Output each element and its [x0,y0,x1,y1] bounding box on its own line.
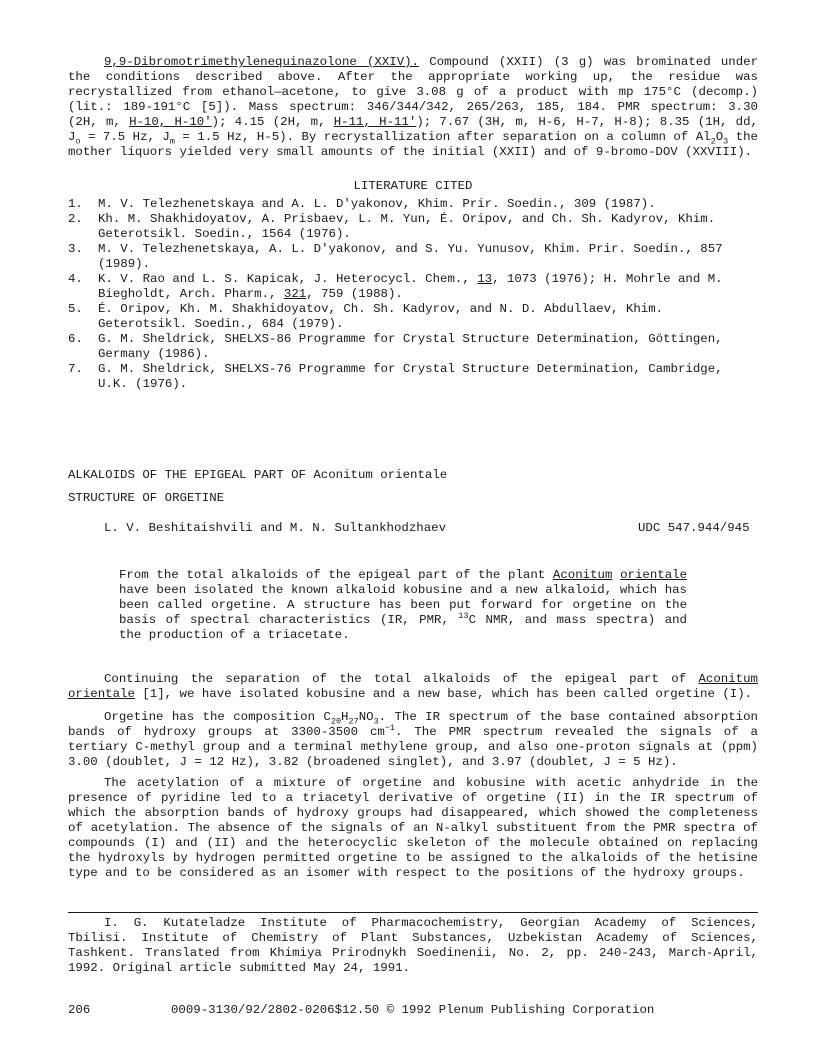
text-run: . The PMR spectrum revealed the signals of a tertiary C-methyl group and a terminal methylene group, and also one-proton signals at (ppm) 3.00 (doublet, J = 12 Hz), 3.82 (broadened singlet), and 3.97 (doublet, J = 5 Hz). [68,725,758,769]
volume-number: 321 [283,287,307,301]
text-run: O [715,130,724,144]
literature-cited-heading: LITERATURE CITED [353,179,473,193]
genus-name: Aconitum [698,672,758,686]
prev-article-paragraph [68,55,758,160]
text-run: = 1.5 Hz, H-5). By recrystallization after separation on a column of Al [174,130,711,144]
article-subtitle: STRUCTURE OF ORGETINE [68,491,225,505]
reference-number: 7. [68,362,83,376]
subscript: 2 [710,136,716,147]
reference-item [68,242,758,272]
text-run: [1], we have isolated kobusine and a new base, which has been called orgetine (I). [134,687,753,701]
text-run: have been isolated the known alkaloid kobusine and a new alkaloid, which has been called orgetine. A structure has been put forward for orgetine on the basis of spectral characteristics (IR, PMR, [119,583,687,627]
text-run: C NMR, and mass spectra) and the production of a triacetate. [119,613,687,642]
reference-number: 2. [68,212,83,226]
subscript: 3 [723,136,729,147]
reference-text: M. V. Telezhenetskaya and A. L. D'yakonov, Khim. Prir. Soedin., 309 (1987). [98,197,656,211]
compound-heading: 9,9-Dibromotrimethylenequinazolone (XXIV). [104,55,420,69]
reference-item [68,362,758,392]
reference-number: 1. [68,197,83,211]
text-run: Compound (XXII) (3 g) was brominated under the conditions described above. After the appropriate working up, the residue was recrystallized from ethanol—acetone, to give 3.08 g of a product with mp 175°C (decomp.) (lit.: 189-191°C [5]). Mass spectrum: 346/344/342, 265/263, 185, 184. PMR spectrum: 3.30 (2H, m, [68,55,758,129]
superscript: 13 [458,610,469,621]
imprint-line: 0009-3130/92/2802-0206$12.50 © 1992 Plenum Publishing Corporation [171,1003,655,1017]
reference-text: , 759 (1988). [306,287,403,301]
reference-text: Kh. M. Shakhidoyatov, A. Prisbaev, L. M. Yun, É. Oripov, and Ch. Sh. Kadyrov, Khim. Geterotsikl. Soedin., 1564 (1976). [98,212,716,241]
article-title: ALKALOIDS OF THE EPIGEAL PART OF Aconitum orientale [68,468,448,482]
text-run: From the total alkaloids of the epigeal part of the plant [119,568,553,582]
reference-number: 6. [68,332,83,346]
text-run [612,568,620,582]
reference-number: 5. [68,302,83,316]
subscript: 27 [348,716,359,727]
text-run: = 7.5 Hz, J [80,130,170,144]
text-run: H-10, H-10' [129,115,212,129]
body-paragraph-3: The acetylation of a mixture of orgetine and kobusine with acetic anhydride in the presence of pyridine led to a triacetyl derivative of orgetine (II) in the IR spectrum of which the absorption bands of hydroxy groups had disappeared, which showed the completeness of acetylation. The absence of the signals of an N-alkyl substituent from the PMR spectra of compounds (I) and (II) and the heterocyclic skeleton of the molecule obtained on replacing the hydroxyls by hydrogen permitted orgetine to be assigned to the alkaloids of the hetisine type and to be considered as an isomer with respect to the positions of the hydroxy groups. [68,776,758,880]
footnote-rule [68,912,758,913]
subscript: 20 [330,716,342,727]
reference-item [68,272,758,302]
page-number: 206 [68,1003,91,1017]
reference-text: M. V. Telezhenetskaya, A. L. D'yakonov, and S. Yu. Yunusov, Khim. Prir. Soedin., 857 (1989). [98,242,723,271]
text-run: Orgetine has the composition C [104,710,331,724]
subscript: 3 [373,716,379,727]
text-run: Continuing the separation of the total alkaloids of the epigeal part of [104,672,699,686]
subscript: m [169,136,175,147]
body-paragraph-1 [68,672,758,702]
reference-item [68,302,758,332]
text-run: H-11, H-11' [333,115,417,129]
text-run: H [341,710,349,724]
volume-number: 13 [477,272,493,286]
reference-text: K. V. Rao and L. S. Kapicak, J. Heterocycl. Chem., [98,272,478,286]
body-paragraph-2 [68,710,758,770]
reference-item [68,212,758,242]
species-name: orientale [68,687,135,701]
authors: L. V. Beshitaishvili and M. N. Sultankhodzhaev [104,521,447,535]
reference-list [68,197,758,392]
footnote: I. G. Kutateladze Institute of Pharmacochemistry, Georgian Academy of Sciences, Tbilisi. Institute of Chemistry of Plant Substances, Uzbekistan Academy of Sciences, Tashkent. Translated from Khimiya Prirodnykh Soedinenii, No. 2, pp. 240-243, March-April, 1992. Original article submitted May 24, 1991. [68,916,758,975]
text-run: . The IR spectrum of the base contained absorption bands of hydroxy groups at 3300-3500 cm [68,710,758,739]
reference-text: G. M. Sheldrick, SHELXS-76 Programme for Crystal Structure Determination, Cambridge, U.K. (1976). [98,362,723,391]
reference-item [68,332,758,362]
udc-code: UDC 547.944/945 [638,521,750,535]
reference-text: G. M. Sheldrick, SHELXS-86 Programme for Crystal Structure Determination, Göttingen, Germany (1986). [98,332,723,361]
reference-text: É. Oripov, Kh. M. Shakhidoyatov, Ch. Sh. Kadyrov, and N. D. Abdullaev, Khim. Geterotsikl. Soedin., 684 (1979). [98,302,664,331]
text-run: NO [358,710,374,724]
abstract [119,568,687,643]
text-run: ); 4.15 (2H, m, [211,115,334,129]
subscript: o [75,136,81,147]
text-run: the mother liquors yielded very small amounts of the initial (XXII) and of 9-bromo-DOV (XXVIII). [68,130,758,159]
superscript: −1 [384,722,396,733]
reference-number: 4. [68,272,83,286]
text-run: ); 7.67 (3H, m, H-6, H-7, H-8); 8.35 (1H, dd, J [68,115,758,144]
species-name: orientale [620,568,688,582]
reference-number: 3. [68,242,83,256]
reference-item [68,197,758,212]
genus-name: Aconitum [552,568,613,582]
reference-text: , 1073 (1976); H. Mohrle and M. Biegholdt, Arch. Pharm., [98,272,723,301]
